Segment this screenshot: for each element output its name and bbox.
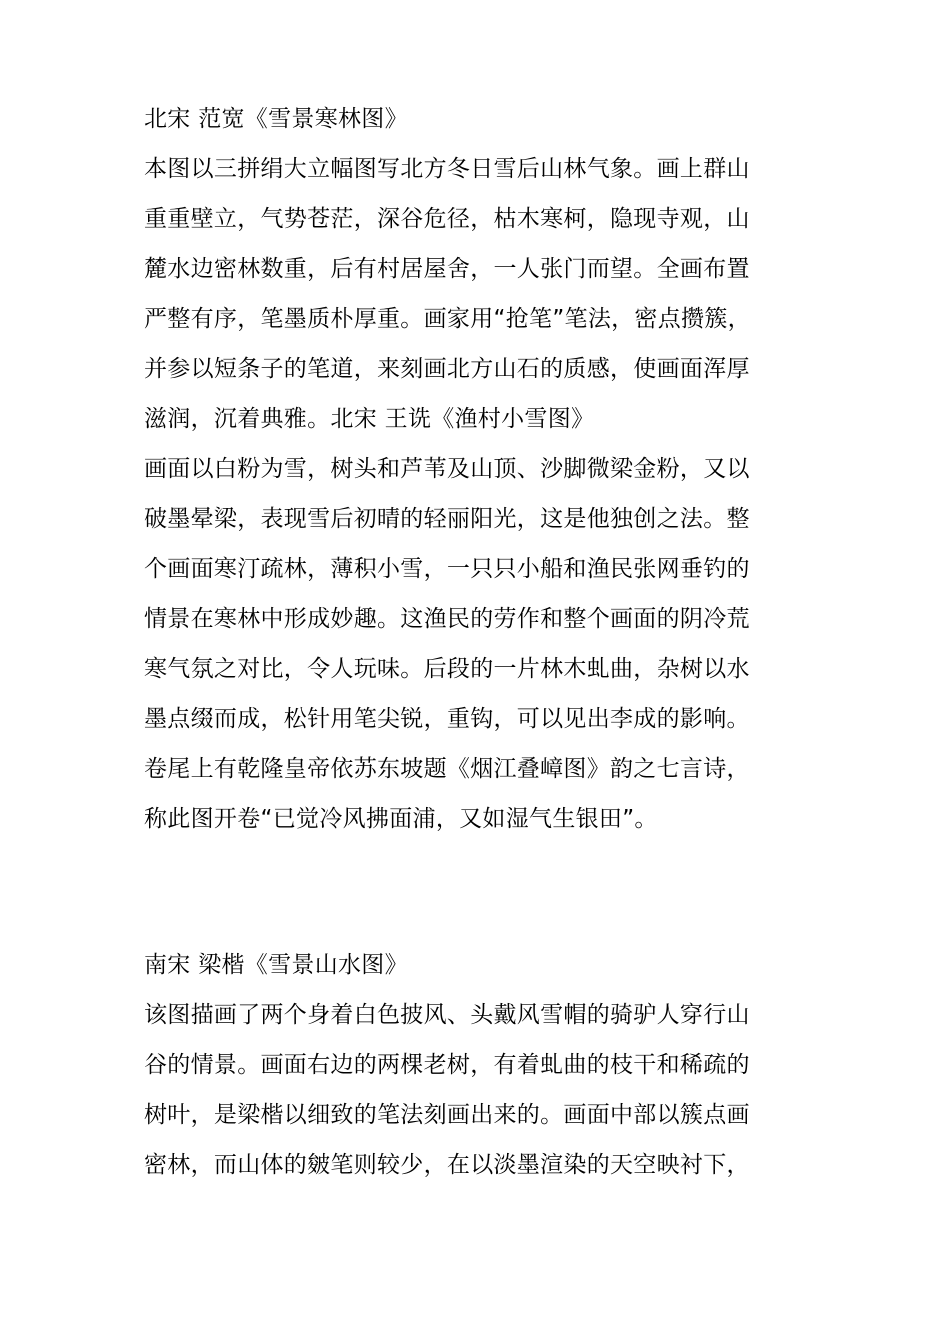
paragraph-line: 麓水边密林数重，后有村居屋舍，一人张门而望。全画布置: [144, 256, 750, 282]
heading-liang-kai: 南宋 梁楷《雪景山水图》: [144, 952, 408, 978]
paragraph-line: 个画面寒汀疏林，薄积小雪，一只只小船和渔民张网垂钓的: [144, 556, 750, 582]
paragraph-line: 墨点缀而成，松针用笔尖锐，重钩，可以见出李成的影响。: [144, 706, 750, 732]
paragraph-line: 本图以三拼绢大立幅图写北方冬日雪后山林气象。画上群山: [144, 156, 750, 182]
paragraph-line: 严整有序，笔墨质朴厚重。画家用“抢笔”笔法，密点攒簇，: [144, 306, 751, 332]
paragraph-line: 情景在寒林中形成妙趣。这渔民的劳作和整个画面的阴冷荒: [144, 606, 750, 632]
paragraph-line: 称此图开卷“已觉冷风拂面浦，又如湿气生银田”。: [144, 806, 658, 832]
paragraph-line: 该图描画了两个身着白色披风、头戴风雪帽的骑驴人穿行山: [144, 1002, 750, 1028]
paragraph-line: 寒气氛之对比，令人玩味。后段的一片林木虬曲，杂树以水: [144, 656, 750, 682]
heading-fan-kuan: 北宋 范宽《雪景寒林图》: [144, 106, 408, 132]
paragraph-line: 卷尾上有乾隆皇帝依苏东坡题《烟江叠嶂图》韵之七言诗，: [144, 756, 750, 782]
section-fan-kuan: [144, 94, 814, 844]
paragraph-line: 谷的情景。画面右边的两棵老树，有着虬曲的枝干和稀疏的: [144, 1052, 750, 1078]
paragraph-line: 画面以白粉为雪，树头和芦苇及山顶、沙脚微梁金粉，又以: [144, 456, 750, 482]
paragraph-line: 密林，而山体的皴笔则较少，在以淡墨渲染的天空映衬下，: [144, 1152, 750, 1178]
paragraph-line: 破墨晕梁，表现雪后初晴的轻丽阳光，这是他独创之法。整: [144, 506, 750, 532]
paragraph-line: 并参以短条子的笔道，来刻画北方山石的质感，使画面浑厚: [144, 356, 750, 382]
paragraph-line: 滋润，沉着典雅。北宋 王诜《渔村小雪图》: [144, 406, 595, 432]
paragraph-line: 树叶，是梁楷以细致的笔法刻画出来的。画面中部以簇点画: [144, 1102, 750, 1128]
section-liang-kai: [144, 940, 814, 1190]
paragraph-line: 重重壁立，气势苍茫，深谷危径，枯木寒柯，隐现寺观，山: [144, 206, 750, 232]
